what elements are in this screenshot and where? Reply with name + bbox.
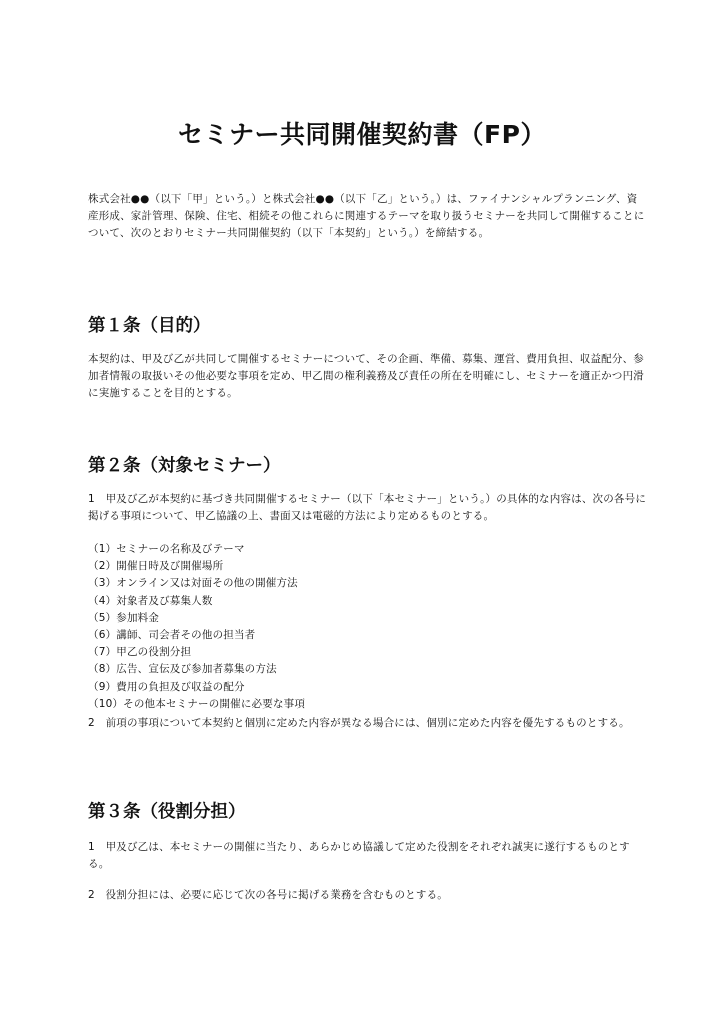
- list-item: （10）その他本セミナーの開催に必要な事項: [88, 697, 306, 710]
- article-2-clause-2: 2 前項の事項について本契約と個別に定めた内容が異なる場合には、個別に定めた内容を優先するものとする。: [88, 717, 630, 729]
- article-2-heading: 第２条（対象セミナー）: [88, 456, 281, 476]
- list-item: （8）広告、宣伝及び参加者募集の方法: [88, 663, 277, 676]
- list-item: （2）開催日時及び開催場所: [88, 560, 224, 573]
- article-3-clause-2: 2 役割分担には、必要に応じて次の各号に掲げる業務を含むものとする。: [88, 889, 448, 901]
- list-item: （1）セミナーの名称及びテーマ: [88, 543, 245, 555]
- list-item: （7）甲乙の役割分担: [88, 646, 192, 659]
- list-item: （4）対象者及び募集人数: [88, 594, 213, 607]
- document-title: セミナー共同開催契約書（FP）: [178, 120, 546, 149]
- list-item: （6）講師、司会者その他の担当者: [88, 629, 256, 642]
- article-3-clause-1: 1 甲及び乙は、本セミナーの開催に当たり、あらかじめ協議して定めた役割をそれぞれ誠実に遂行するものとする。: [88, 841, 630, 870]
- list-item: （5）参加料金: [88, 611, 160, 624]
- article-1-heading: 第１条（目的）: [88, 316, 211, 336]
- list-item: （9）費用の負担及び収益の配分: [88, 680, 245, 693]
- article-2-item-list: [88, 541, 648, 713]
- article-3-heading: 第３条（役割分担）: [88, 802, 246, 822]
- article-2-clause-1: 1 甲及び乙が本契約に基づき共同開催するセミナー（以下「本セミナー」という。）の具体的な内容は、次の各号に掲げる事項について、甲乙協議の上、書面又は電磁的方法により定めるものとする。: [88, 493, 647, 522]
- article-1-body: 本契約は、甲及び乙が共同して開催するセミナーについて、その企画、準備、募集、運営、費用負担、収益配分、参加者情報の取扱いその他必要な事項を定め、甲乙間の権利義務及び責任の所在を明確にし、セミナーを適正かつ円滑に実施することを目的とする。: [88, 353, 644, 399]
- list-item: （3）オンライン又は対面その他の開催方法: [88, 577, 298, 590]
- preamble-paragraph: 株式会社●●（以下「甲」という。）と株式会社●●（以下「乙」という。）は、ファイナンシャルプランニング、資産形成、家計管理、保険、住宅、相続その他これらに関連するテーマを取り扱うセミナーを共同して開催することについて、次のとおりセミナー共同開催契約（以下「本契約」という。）を締結する。: [88, 193, 645, 239]
